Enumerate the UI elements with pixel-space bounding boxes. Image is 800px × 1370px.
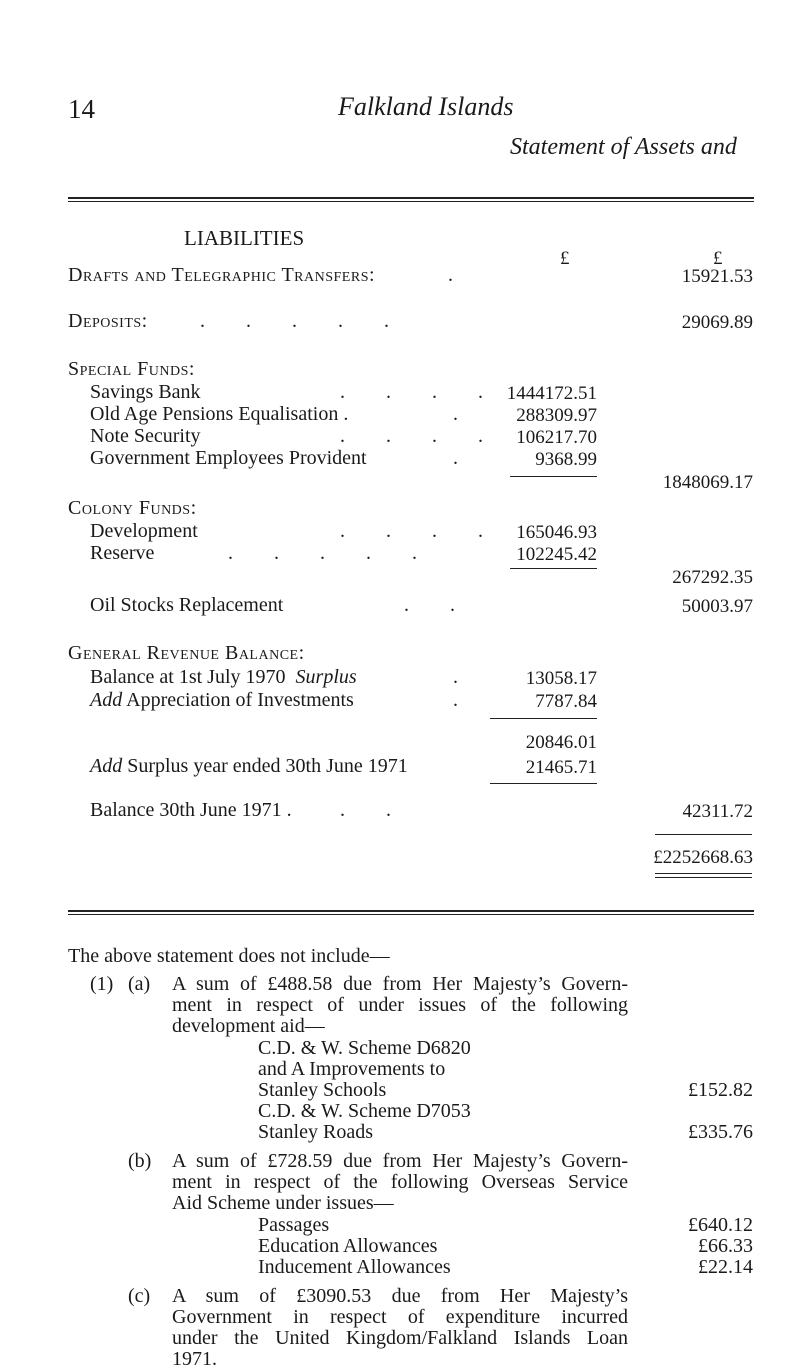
deposits-dots: . . . . . (200, 310, 407, 332)
drafts-total: 15921.53 (681, 266, 753, 287)
surplus-add: Add (90, 755, 123, 777)
appreciation-add: Add (90, 689, 123, 711)
colony-fund-dots: . . . . . (228, 542, 435, 564)
special-funds-heading: Special Funds: (68, 358, 195, 380)
surplus-label: Surplus year ended 30th June 1971 (127, 755, 408, 777)
note-line: under the United Kingdom/Falkland Islands Loan (172, 1327, 628, 1349)
note-b-item-label: Education Allowances (258, 1235, 438, 1257)
note-line: Government in respect of expenditure incurred (172, 1306, 628, 1328)
closing-rule (490, 783, 597, 784)
balance-1970-surplus: Surplus (295, 666, 357, 688)
balance-1970-dot: . (453, 666, 458, 688)
note-b-item-amount: £22.14 (698, 1256, 753, 1278)
general-revenue-heading: General Revenue Balance: (68, 642, 305, 664)
note-b-item-label: Passages (258, 1214, 330, 1236)
note-line: A sum of £488.58 due from Her Majesty’s Govern- (172, 973, 628, 995)
special-fund-value: 106217.70 (516, 427, 597, 448)
oil-stocks-total: 50003.97 (681, 596, 753, 617)
surplus-row (90, 755, 408, 778)
note-line: Aid Scheme under issues— (172, 1192, 394, 1214)
appreciation-value: 7787.84 (535, 691, 597, 712)
note-b-item-amount: £66.33 (698, 1235, 753, 1257)
col2-currency: £ (713, 248, 723, 269)
closing-total: 42311.72 (682, 801, 753, 822)
special-fund-label: Note Security (90, 425, 201, 447)
general-revenue-subtotal: 20846.01 (525, 732, 597, 753)
note-b-item-label: Inducement Allowances (258, 1256, 451, 1278)
colony-funds-total: 267292.35 (672, 567, 753, 588)
note-1-marker: (1) (90, 973, 114, 995)
special-fund-label: Government Employees Provident (90, 447, 367, 469)
note-line: 1971. (172, 1348, 217, 1370)
col1-currency: £ (560, 248, 570, 269)
note-line: A sum of £728.59 due from Her Majesty’s Govern- (172, 1150, 628, 1172)
note-a-item-2-amount: £335.76 (688, 1121, 753, 1143)
note-a-item-1-amount: £152.82 (688, 1079, 753, 1101)
page-number: 14 (68, 94, 95, 124)
note-a-item-1 (258, 1038, 471, 1101)
colony-fund-dots: . . . . (340, 520, 501, 542)
drafts-label: Drafts and Telegraphic Transfers: (68, 264, 376, 286)
note-line: ment in respect of the following Overseas Service (172, 1171, 628, 1193)
oil-stocks-dots: . . (404, 594, 473, 616)
note-line: and A Improvements to (258, 1058, 446, 1080)
colony-fund-label: Reserve (90, 542, 155, 564)
liabilities-heading: LIABILITIES (184, 226, 305, 250)
surplus-value: 21465.71 (525, 757, 597, 778)
grand-total: £2252668.63 (653, 847, 753, 868)
note-line: ment in respect of under issues of the following (172, 994, 628, 1016)
special-funds-sum-rule (510, 476, 597, 477)
special-fund-value: 288309.97 (516, 405, 597, 426)
grand-total-rule (655, 834, 752, 835)
bottom-rule (68, 910, 754, 912)
special-fund-dots: . (453, 403, 458, 425)
note-b-text (172, 1151, 628, 1214)
note-line: Stanley Roads (258, 1121, 373, 1143)
colony-fund-label: Development (90, 520, 198, 542)
note-b-item-amount: £640.12 (688, 1214, 753, 1236)
colony-fund-value: 102245.42 (516, 544, 597, 565)
page-title: Falkland Islands (338, 92, 514, 121)
balance-1970-value: 13058.17 (525, 668, 597, 689)
colony-funds-heading: Colony Funds: (68, 497, 197, 519)
special-funds-total: 1848069.17 (662, 472, 753, 493)
balance-1970-row (90, 666, 357, 689)
oil-stocks-label: Oil Stocks Replacement (90, 594, 284, 616)
top-rule (68, 197, 754, 199)
balance-1970-label: Balance at 1st July 1970 (90, 666, 286, 688)
colony-funds-sum-rule (510, 568, 597, 569)
special-fund-label: Savings Bank (90, 381, 201, 403)
note-a-item-2 (258, 1101, 471, 1143)
note-c-marker: (c) (128, 1285, 151, 1307)
subtotal-rule (490, 718, 597, 719)
closing-dots: . . (340, 799, 409, 821)
closing-label: Balance 30th June 1971 . (90, 799, 292, 821)
drafts-dots: . (448, 264, 453, 286)
appreciation-label: Appreciation of Investments (126, 689, 354, 711)
deposits-total: 29069.89 (681, 312, 753, 333)
colony-fund-value: 165046.93 (516, 522, 597, 543)
special-fund-value: 9368.99 (535, 449, 597, 470)
page-subtitle: Statement of Assets and (510, 134, 737, 160)
note-c-text (172, 1286, 628, 1370)
appreciation-row (90, 689, 354, 712)
note-a-marker: (a) (128, 973, 151, 995)
special-fund-value: 1444172.51 (506, 383, 597, 404)
deposits-label: Deposits: (68, 310, 148, 332)
notes-intro: The above statement does not include— (68, 945, 390, 967)
special-fund-dots: . . . . (340, 425, 501, 447)
note-b-marker: (b) (128, 1150, 152, 1172)
note-line: A sum of £3090.53 due from Her Majesty’s (172, 1285, 628, 1307)
note-line: development aid— (172, 1015, 325, 1037)
note-line: C.D. & W. Scheme D6820 (258, 1037, 471, 1059)
note-a-text (172, 974, 628, 1037)
special-fund-dots: . (453, 447, 458, 469)
appreciation-dot: . (453, 689, 458, 711)
special-fund-dots: . . . . (340, 381, 501, 403)
grand-total-double-rule (655, 873, 752, 878)
note-line: Stanley Schools (258, 1079, 387, 1101)
special-fund-label: Old Age Pensions Equalisation . (90, 403, 349, 425)
note-line: C.D. & W. Scheme D7053 (258, 1100, 471, 1122)
